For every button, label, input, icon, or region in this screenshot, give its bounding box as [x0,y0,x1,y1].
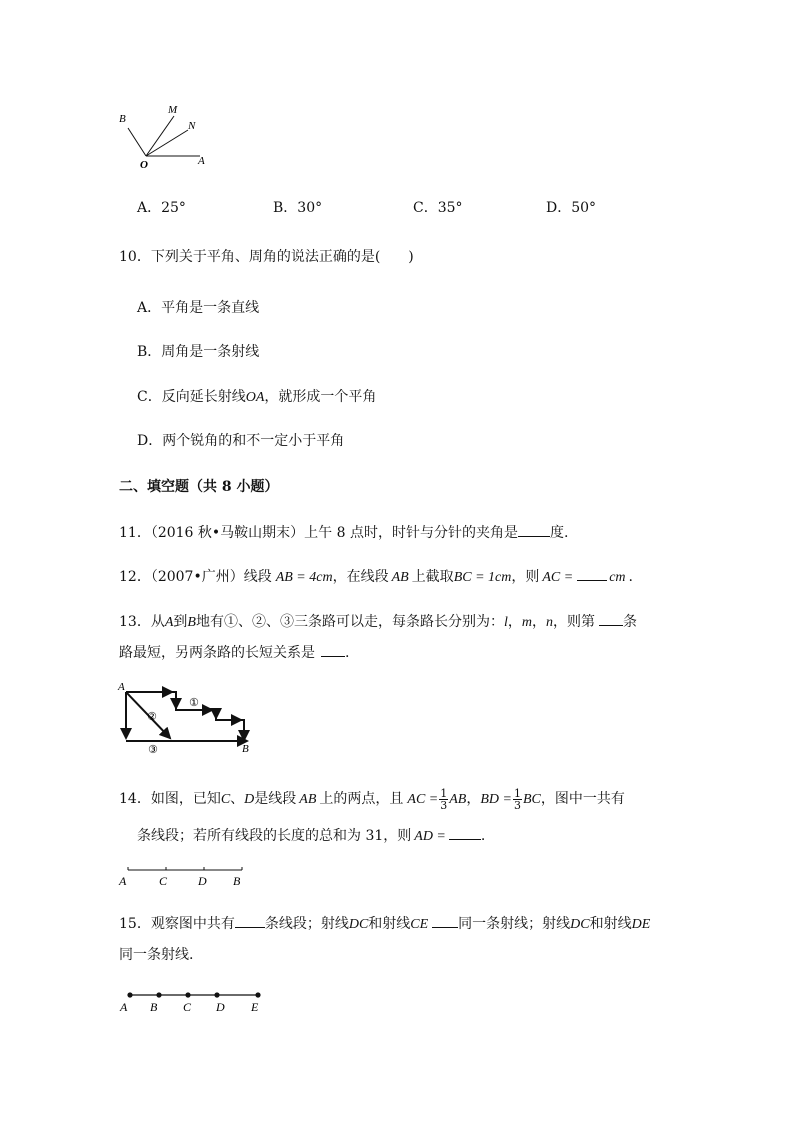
q15-blank2[interactable] [432,913,458,928]
q12-mid2: 上截取 [411,569,454,585]
q12-eq2: BC = 1cm [453,570,512,585]
label-b: B [119,113,126,125]
q13-c: 地有①、②、③三条路可以走，每条路长分别为： [195,614,504,630]
q15-DC2: DC [570,917,590,932]
q15-DE: DE [631,917,651,932]
q14-frac-2-den: 3 [513,798,521,812]
q13-blank2[interactable] [321,642,345,657]
q13-line2-a: 路最短，另两条路的长短关系是 [119,645,315,661]
fig13-label-a: A [118,681,125,693]
label-m: M [168,104,178,116]
q15-b: 条线段；射线 [264,916,349,932]
q15-c: 和射线 [368,916,411,932]
fig15-label-a: A [120,1000,128,1014]
q14-line1 [119,786,625,813]
q10-option-d: D．两个锐角的和不一定小于平角 [137,433,345,449]
q14-frac-2-num: 1 [513,786,521,800]
fig14-label-d: D [198,874,207,888]
label-a: A [198,155,205,167]
q15-line1 [119,913,650,935]
q14-line2-a: 条线段；若所有线段的长度的总和为 31，则 [137,828,412,844]
fig14-label-a: A [119,874,127,888]
point-e [255,992,260,997]
label-n: N [188,120,196,132]
q10-option-b: B．周角是一条射线 [137,344,260,360]
fig14-label-b: B [233,874,241,888]
segment-figure-q15 [114,985,274,1015]
q11-text: 11．（2016 秋•马鞍山期末）上午 8 点时，时针与分针的夹角是 [119,525,518,541]
q12-mid3: ，则 [511,569,540,585]
point-c [185,992,190,997]
q11 [119,522,568,543]
q9-option-d: D．50° [546,200,597,216]
fig15-label-b: B [150,1000,158,1014]
fig14-label-c: C [159,874,168,888]
q13-line1 [119,611,637,633]
q15-DC: DC [348,917,369,932]
q13-line2-b: . [345,645,350,661]
q14-d: ，图中一共有 [540,791,625,807]
section-title: 二、填空题（共 8 小题） [119,479,279,495]
point-a [127,992,132,997]
q13-sep1: ， [507,614,522,630]
q13-d: ，则第 [552,614,595,630]
fig13-label-b: B [242,743,249,755]
q14-b: 是线段 [254,791,297,807]
q14-frac-1 [439,788,448,811]
fig15-label-d: D [216,1000,225,1014]
fig13-circle-2: ② [147,710,157,723]
q14-AB2: AB [449,792,467,807]
q13-blank1[interactable] [599,611,623,626]
q13-m: m [521,615,532,630]
fig15-label-e: E [251,1000,259,1014]
q15-d: 同一条射线；射线 [458,916,571,932]
q10-option-c-post: ，就形成一个平角 [264,389,377,405]
q13-e: 条 [622,614,637,630]
fig15-label-c: C [183,1000,192,1014]
q10-option-c-pre: C．反向延长射线 [137,389,246,405]
q14-frac-1-num: 1 [440,786,448,800]
q14-line2 [137,825,485,847]
q9-option-a: A．25° [137,200,186,216]
q13-a: 13．从 [119,614,165,630]
q12-eq3: AC = [542,570,574,585]
q10-option-c-var: OA [245,390,265,405]
q12-seg: AB [391,570,409,585]
q15-blank1[interactable] [235,913,265,928]
route-1 [126,692,244,740]
q12-blank[interactable] [577,566,607,581]
point-d [214,992,219,997]
point-b [156,992,161,997]
q15-line2: 同一条射线. [119,947,194,963]
q15-a: 15．观察图中共有 [119,916,235,932]
q12-unit: cm [609,570,626,585]
q13-l: l [503,615,508,630]
ray-on [146,130,188,156]
q13-sep2: ， [531,614,546,630]
q15-CE: CE [410,917,429,932]
q12 [119,566,633,588]
q9-option-b: B．30° [273,200,323,216]
q12-pre: 12．（2007•广州）线段 [119,569,272,585]
q14-line2-b: . [480,828,486,844]
q14-sep: 、 [230,791,245,807]
q14-BC: BC [522,792,541,807]
ray-ob [128,128,146,156]
q10-stem: 10．下列关于平角、周角的说法正确的是( ) [119,249,414,265]
q14-C: C [220,792,231,807]
q9-option-c: C．35° [413,200,463,216]
fig13-circle-1: ① [189,696,199,709]
q14-frac-2 [513,788,522,811]
q14-D: D [244,792,255,807]
q13-B: B [187,615,196,630]
q13-b: 到 [173,614,188,630]
ray-om [146,116,174,156]
label-o: O [140,159,148,170]
q11-blank[interactable] [518,522,550,537]
q14-comma: ， [466,791,481,807]
path-figure [116,680,256,756]
q10-option-a: A．平角是一条直线 [137,300,260,316]
q14-AB: AB [299,792,317,807]
q10-option-c [137,387,376,408]
q12-mid1: ，在线段 [332,569,389,585]
q14-a: 14．如图，已知 [119,791,221,807]
q12-end: . [628,569,633,585]
q13-n: n [545,615,553,630]
q14-AD: AD = [414,829,446,844]
q15-e: 和射线 [589,916,632,932]
q13-line2 [119,642,349,663]
q12-eq1: AB = 4cm [275,570,333,585]
q14-blank[interactable] [449,825,481,840]
angle-figure [112,98,222,170]
q14-c: 上的两点，且 [319,791,404,807]
q13-A: A [164,615,174,630]
q14-BD: BD = [480,792,512,807]
q14-AC: AC = [407,792,439,807]
segment-figure-q14 [114,862,254,890]
q11-tail: 度. [549,525,569,541]
fig13-circle-3: ③ [148,743,158,756]
q14-frac-1-den: 3 [440,798,448,812]
